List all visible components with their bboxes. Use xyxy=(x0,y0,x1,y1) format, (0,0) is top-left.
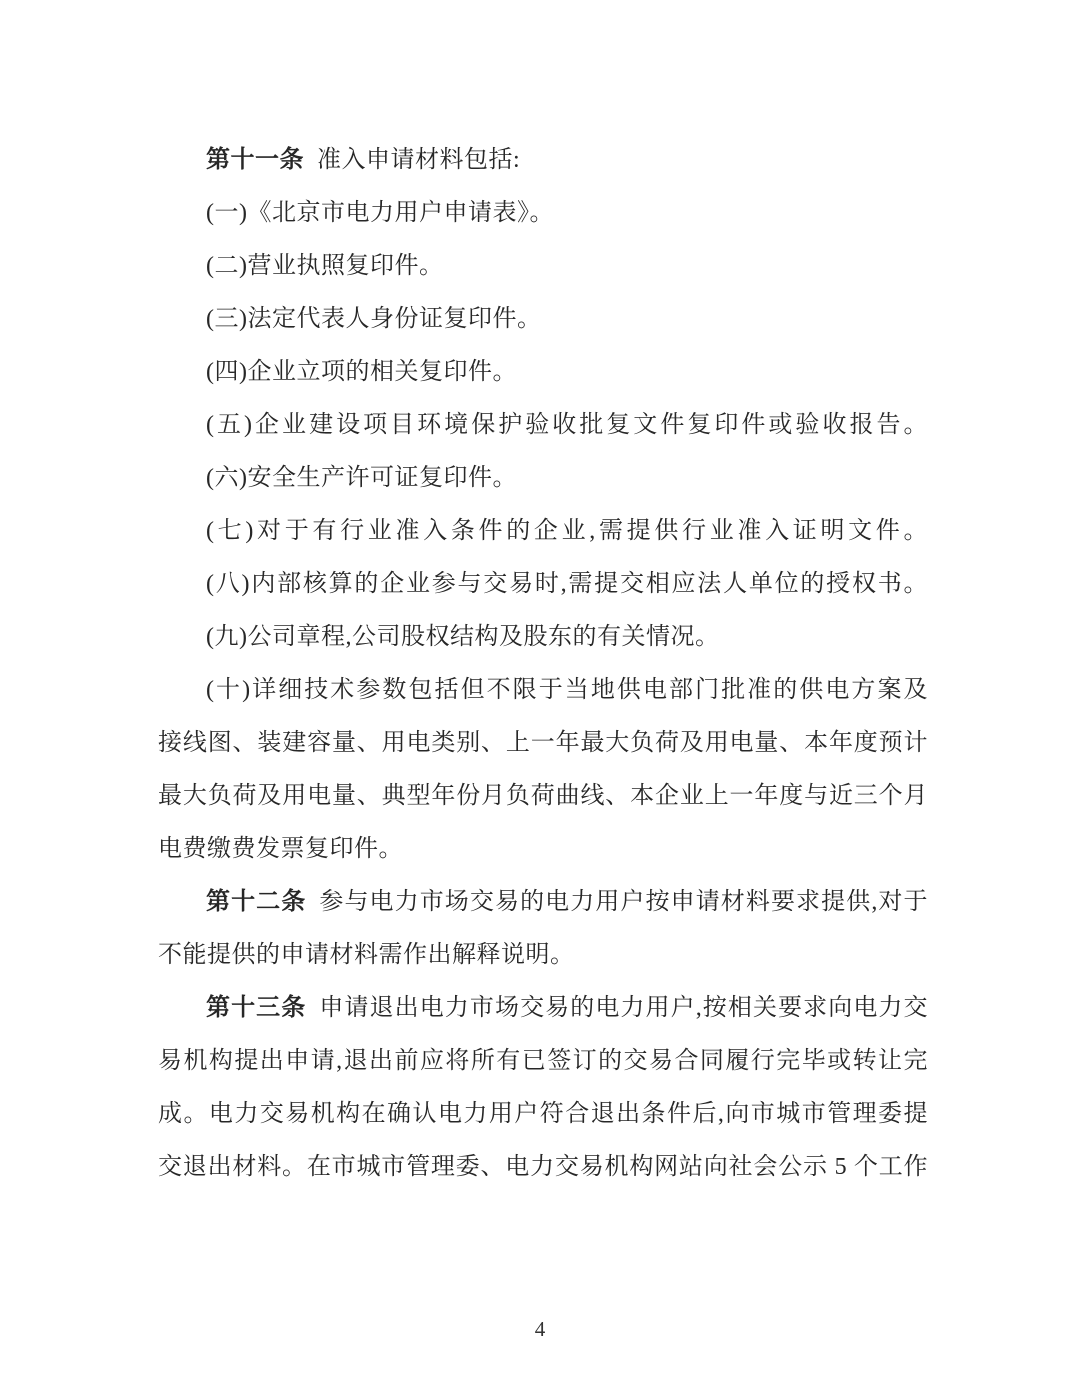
article-11-item-8 xyxy=(158,558,928,611)
article-11-item-1 xyxy=(158,187,928,240)
item-2-text: (二)营业执照复印件。 xyxy=(206,253,444,279)
article-11-item-10-line-3 xyxy=(158,770,928,823)
article-11-heading-line xyxy=(158,134,928,187)
article-13-number: 第十三条 xyxy=(206,995,307,1021)
article-11-item-6 xyxy=(158,452,928,505)
item-8-text: (八)内部核算的企业参与交易时,需提交相应法人单位的授权书。 xyxy=(206,571,928,597)
item-10-text-4: 电费缴费发票复印件。 xyxy=(158,836,403,862)
item-10-text-1: (十)详细技术参数包括但不限于当地供电部门批准的供电方案及 xyxy=(206,677,928,703)
article-12-body-line-2 xyxy=(158,929,928,982)
article-11-item-9 xyxy=(158,611,928,664)
article-12-text-1: 参与电力市场交易的电力用户按申请材料要求提供,对于 xyxy=(319,889,929,915)
item-5-text: (五)企业建设项目环境保护验收批复文件复印件或验收报告。 xyxy=(206,412,928,438)
article-11-item-7 xyxy=(158,505,928,558)
page-footer xyxy=(0,1314,1080,1344)
article-11-item-10-line-4 xyxy=(158,823,928,876)
article-11-item-10-line-1 xyxy=(158,664,928,717)
item-4-text: (四)企业立项的相关复印件。 xyxy=(206,359,517,385)
article-13-text-3: 成。电力交易机构在确认电力用户符合退出条件后,向市城市管理委提 xyxy=(158,1101,928,1127)
article-12-heading-line xyxy=(158,876,928,929)
item-3-text: (三)法定代表人身份证复印件。 xyxy=(206,306,542,332)
article-11-item-3 xyxy=(158,293,928,346)
document-body xyxy=(158,134,928,1194)
article-13-body-line-4 xyxy=(158,1141,928,1194)
article-11-item-4 xyxy=(158,346,928,399)
page-number: 4 xyxy=(534,1317,546,1341)
article-11-item-2 xyxy=(158,240,928,293)
article-11-number: 第十一条 xyxy=(206,147,304,173)
item-7-text: (七)对于有行业准入条件的企业,需提供行业准入证明文件。 xyxy=(206,518,928,544)
article-13-body-line-2 xyxy=(158,1035,928,1088)
article-11-item-10-line-2 xyxy=(158,717,928,770)
article-13-text-1: 申请退出电力市场交易的电力用户,按相关要求向电力交 xyxy=(319,995,929,1021)
item-1-text: (一)《北京市电力用户申请表》。 xyxy=(206,200,554,226)
article-12-number: 第十二条 xyxy=(206,889,307,915)
article-13-body-line-3 xyxy=(158,1088,928,1141)
article-13-text-4: 交退出材料。在市城市管理委、电力交易机构网站向社会公示 5 个工作 xyxy=(158,1154,928,1180)
item-10-text-2: 接线图、装建容量、用电类别、上一年最大负荷及用电量、本年度预计 xyxy=(158,730,928,756)
item-9-text: (九)公司章程,公司股权结构及股东的有关情况。 xyxy=(206,624,720,650)
article-12-text-2: 不能提供的申请材料需作出解释说明。 xyxy=(158,942,575,968)
article-13-text-2: 易机构提出申请,退出前应将所有已签订的交易合同履行完毕或转让完 xyxy=(158,1048,928,1074)
item-10-text-3: 最大负荷及用电量、典型年份月负荷曲线、本企业上一年度与近三个月 xyxy=(158,783,928,809)
article-11-item-5 xyxy=(158,399,928,452)
article-11-heading-text: 准入申请材料包括: xyxy=(317,147,521,173)
article-13-heading-line xyxy=(158,982,928,1035)
item-6-text: (六)安全生产许可证复印件。 xyxy=(206,465,517,491)
